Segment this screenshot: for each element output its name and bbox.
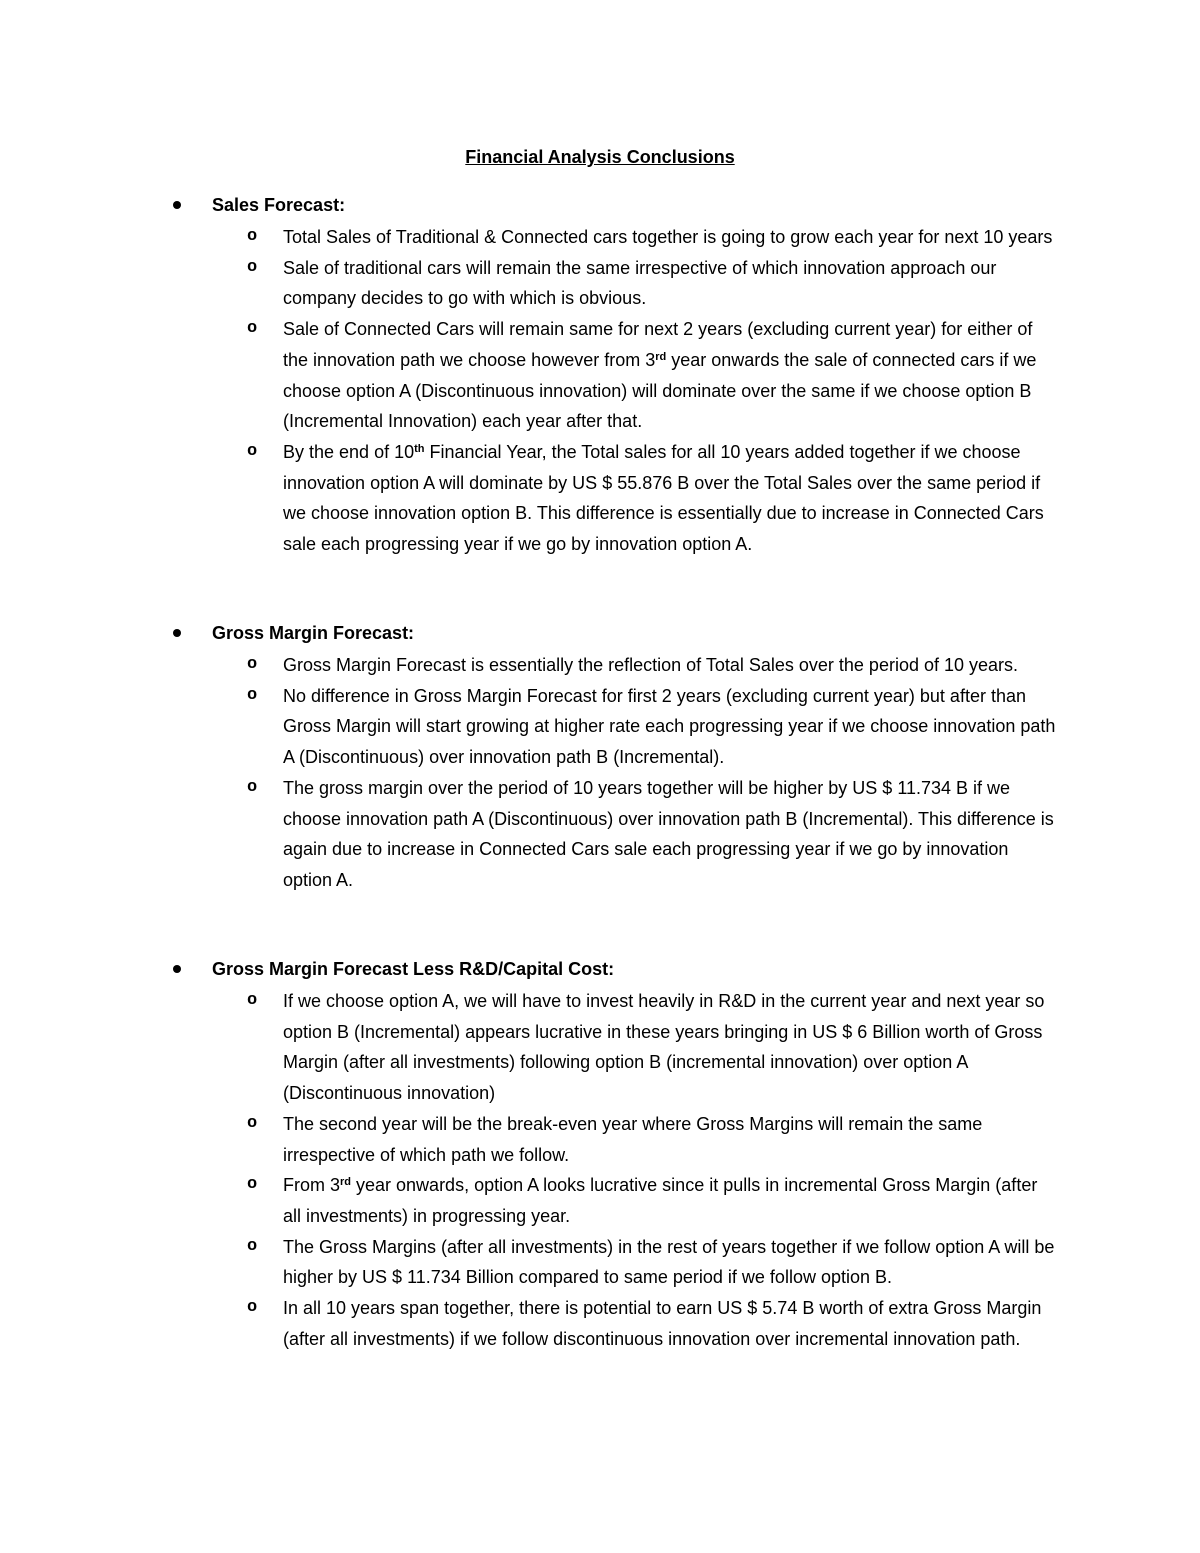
item-text: In all 10 years span together, there is potential to earn US $ 5.74 B worth of extra Gross Margin (after all investments) if we follow discontinuous innovation over incremental innovation path. (283, 1298, 1042, 1349)
section-heading: Sales Forecast: (212, 195, 346, 215)
circle-bullet-icon: o (247, 257, 258, 277)
circle-bullet-icon: o (247, 777, 258, 797)
list-item (0, 314, 1200, 437)
section-gross-margin-forecast (0, 620, 1200, 896)
item-text-continued: year onwards the sale of connected cars if we choose option A (Discontinuous innovation) will dominate over the same if we choose option B (Incremental Innovation) each year after that. (283, 349, 1037, 432)
item-text: The gross margin over the period of 10 years together will be higher by US $ 11.734 B if we choose innovation path A (Discontinuous) over innovation path B (Incremental). This difference is again due to increase in Connected Cars sale each progressing year if we go by innovation option A. (283, 777, 1054, 890)
circle-bullet-icon: o (247, 319, 258, 339)
ordinal-superscript: rd (340, 1176, 352, 1189)
bullet-icon (173, 201, 181, 209)
ordinal-superscript: th (414, 442, 425, 455)
circle-bullet-icon: o (247, 1113, 258, 1133)
bullet-icon (173, 629, 181, 637)
item-text: Gross Margin Forecast is essentially the reflection of Total Sales over the period of 10 years. (283, 655, 1019, 675)
section-heading: Gross Margin Forecast Less R&D/Capital Cost: (212, 959, 615, 979)
list-item (0, 1109, 1200, 1170)
list-item (0, 650, 1200, 681)
list-item (0, 437, 1200, 560)
circle-bullet-icon: o (247, 685, 258, 705)
item-text: No difference in Gross Margin Forecast for first 2 years (excluding current year) but after than Gross Margin will start growing at higher rate each progressing year if we choose innovation path A (Discontinuous) over innovation path B (Incremental). (283, 685, 1056, 768)
circle-bullet-icon: o (247, 655, 258, 674)
list-item (0, 253, 1200, 314)
item-text: Total Sales of Traditional & Connected cars together is going to grow each year for next 10 years (283, 227, 1053, 247)
circle-bullet-icon: o (247, 441, 258, 461)
document-title: Financial Analysis Conclusions (465, 147, 735, 167)
item-text: If we choose option A, we will have to invest heavily in R&D in the current year and next year so option B (Incremental) appears lucrative in these years bringing in US $ 6 Billion worth of Gross Margin (after all investments) following option B (incremental innovation) over option A (Discontinuous innovation) (283, 991, 1045, 1104)
circle-bullet-icon: o (247, 1236, 258, 1256)
circle-bullet-icon: o (247, 227, 258, 246)
circle-bullet-icon: o (247, 1175, 258, 1195)
sub-list (0, 650, 1200, 896)
section-header (0, 192, 1200, 222)
item-text-continued: year onwards, option A looks lucrative since it pulls in incremental Gross Margin (after all investments) in progressing year. (283, 1175, 1038, 1226)
list-item (0, 773, 1200, 896)
bullet-icon (173, 965, 181, 973)
section-header (0, 620, 1200, 650)
item-text: From 3 (283, 1175, 341, 1196)
list-item (0, 1170, 1200, 1231)
item-text-continued: Financial Year, the Total sales for all 10 years added together if we choose innovation option A will dominate by US $ 55.876 B over the Total Sales over the same period if we choose innovation option B. This difference is essentially due to increase in Connected Cars sale each progressing year if we go by innovation option A. (283, 441, 1044, 555)
section-heading: Gross Margin Forecast: (212, 623, 415, 643)
item-text: Sale of traditional cars will remain the same irrespective of which innovation approach our company decides to go with which is obvious. (283, 257, 997, 309)
item-text: The Gross Margins (after all investments) in the rest of years together if we follow option A will be higher by US $ 11.734 Billion compared to same period if we follow option B. (283, 1236, 1055, 1288)
section-header (0, 956, 1200, 986)
list-item (0, 1293, 1200, 1354)
sub-list (0, 222, 1200, 560)
ordinal-superscript: rd (655, 350, 667, 363)
list-item (0, 1232, 1200, 1293)
circle-bullet-icon: o (247, 991, 258, 1010)
sub-list (0, 986, 1200, 1354)
list-item (0, 986, 1200, 1109)
section-sales-forecast (0, 192, 1200, 560)
item-text: By the end of 10 (283, 441, 415, 462)
item-text: Sale of Connected Cars will remain same for next 2 years (excluding current year) for either of the innovation path we choose however from 3 (283, 319, 1033, 370)
list-item (0, 222, 1200, 253)
item-text: The second year will be the break-even year where Gross Margins will remain the same irrespective of which path we follow. (283, 1113, 983, 1165)
circle-bullet-icon: o (247, 1298, 258, 1318)
list-item (0, 681, 1200, 773)
section-gross-margin-less-rd (0, 956, 1200, 1354)
